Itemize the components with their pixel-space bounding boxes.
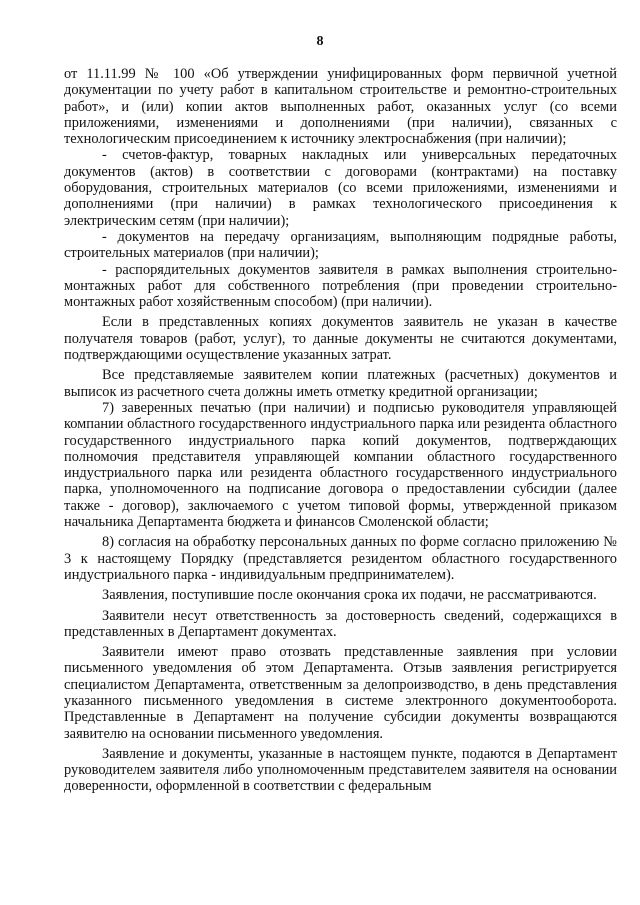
paragraph-submission: Заявление и документы, указанные в настоящем пункте, подаются в Департамент руководителем заявителя либо уполномоченным представителем заявителя на основании доверенности, оформленной в соответствии с федеральным <box>64 745 617 795</box>
paragraph-item-7: 7) заверенных печатью (при наличии) и подписью руководителя управляющей компании областного государственного индустриального парка или резидента областного государственного индустриального парка копий документов, подтверждающих полномочия представителя управляющей компании областного государственного индустриального парка или резидента областного государственного индустриального парка, уполномоченного на подписание договора о предоставлении субсидии (далее также - договор), заключаемого с учетом типовой формы, утвержденной приказом начальника Департамента бюджета и финансов Смоленской области; <box>64 399 617 531</box>
paragraph-responsibility: Заявители несут ответственность за достоверность сведений, содержащихся в представленных в Департамент документах. <box>64 607 617 640</box>
paragraph-administrative-documents: - распорядительных документов заявителя в рамках выполнения строительно-монтажных работ для собственного потребления (при проведении строительно-монтажных работ хозяйственным способом) (при наличии). <box>64 261 617 311</box>
paragraph-late-applications: Заявления, поступившие после окончания срока их подачи, не рассматриваются. <box>102 587 597 604</box>
paragraph-recipient-note: Если в представленных копиях документов заявитель не указан в качестве получателя товаров (работ, услуг), то данные документы не считаются документами, подтверждающими осуществление указанных затрат. <box>64 314 617 364</box>
paragraph-invoices: - счетов-фактур, товарных накладных или универсальных передаточных документов (актов) в соответствии с договорами (контрактами) на поставку оборудования, строительных материалов (со всеми приложениями, изменениями и дополнениями (при наличии) в рамках технологического присоединения к электрическим сетям (при наличии); <box>64 147 617 229</box>
document-body <box>64 66 617 795</box>
paragraph-withdrawal: Заявители имеют право отозвать представленные заявления при условии письменного уведомления об этом Департамента. Отзыв заявления регистрируется специалистом Департамента, ответственным за делопроизводство, в день представления указанного письменного уведомления в системе электронного документооборота. Представленные в Департамент на получение субсидии документы возвращаются заявителю на основании письменного уведомления. <box>64 644 617 742</box>
paragraph-continuation: от 11.11.99 № 100 «Об утверждении унифицированных форм первичной учетной документации по учету работ в капитальном строительстве и ремонтно-строительных работ», и (или) копии актов выполненных работ, оказанных услуг (со всеми приложениями, изменениями и дополнениями (при наличии), связанных с технологическим присоединением к источнику электроснабжения (при наличии); <box>64 66 617 148</box>
paragraph-bank-mark: Все представляемые заявителем копии платежных (расчетных) документов и выписок из расчетного счета должны иметь отметку кредитной организации; <box>64 367 617 400</box>
page-number: 8 <box>316 34 324 49</box>
paragraph-item-8: 8) согласия на обработку персональных данных по форме согласно приложению № 3 к настоящему Порядку (представляется резидентом областного государственного индустриального парка - индивидуальным предпринимателем). <box>64 534 617 583</box>
paragraph-transfer-documents: - документов на передачу организациям, выполняющим подрядные работы, строительных материалов (при наличии); <box>64 228 617 262</box>
